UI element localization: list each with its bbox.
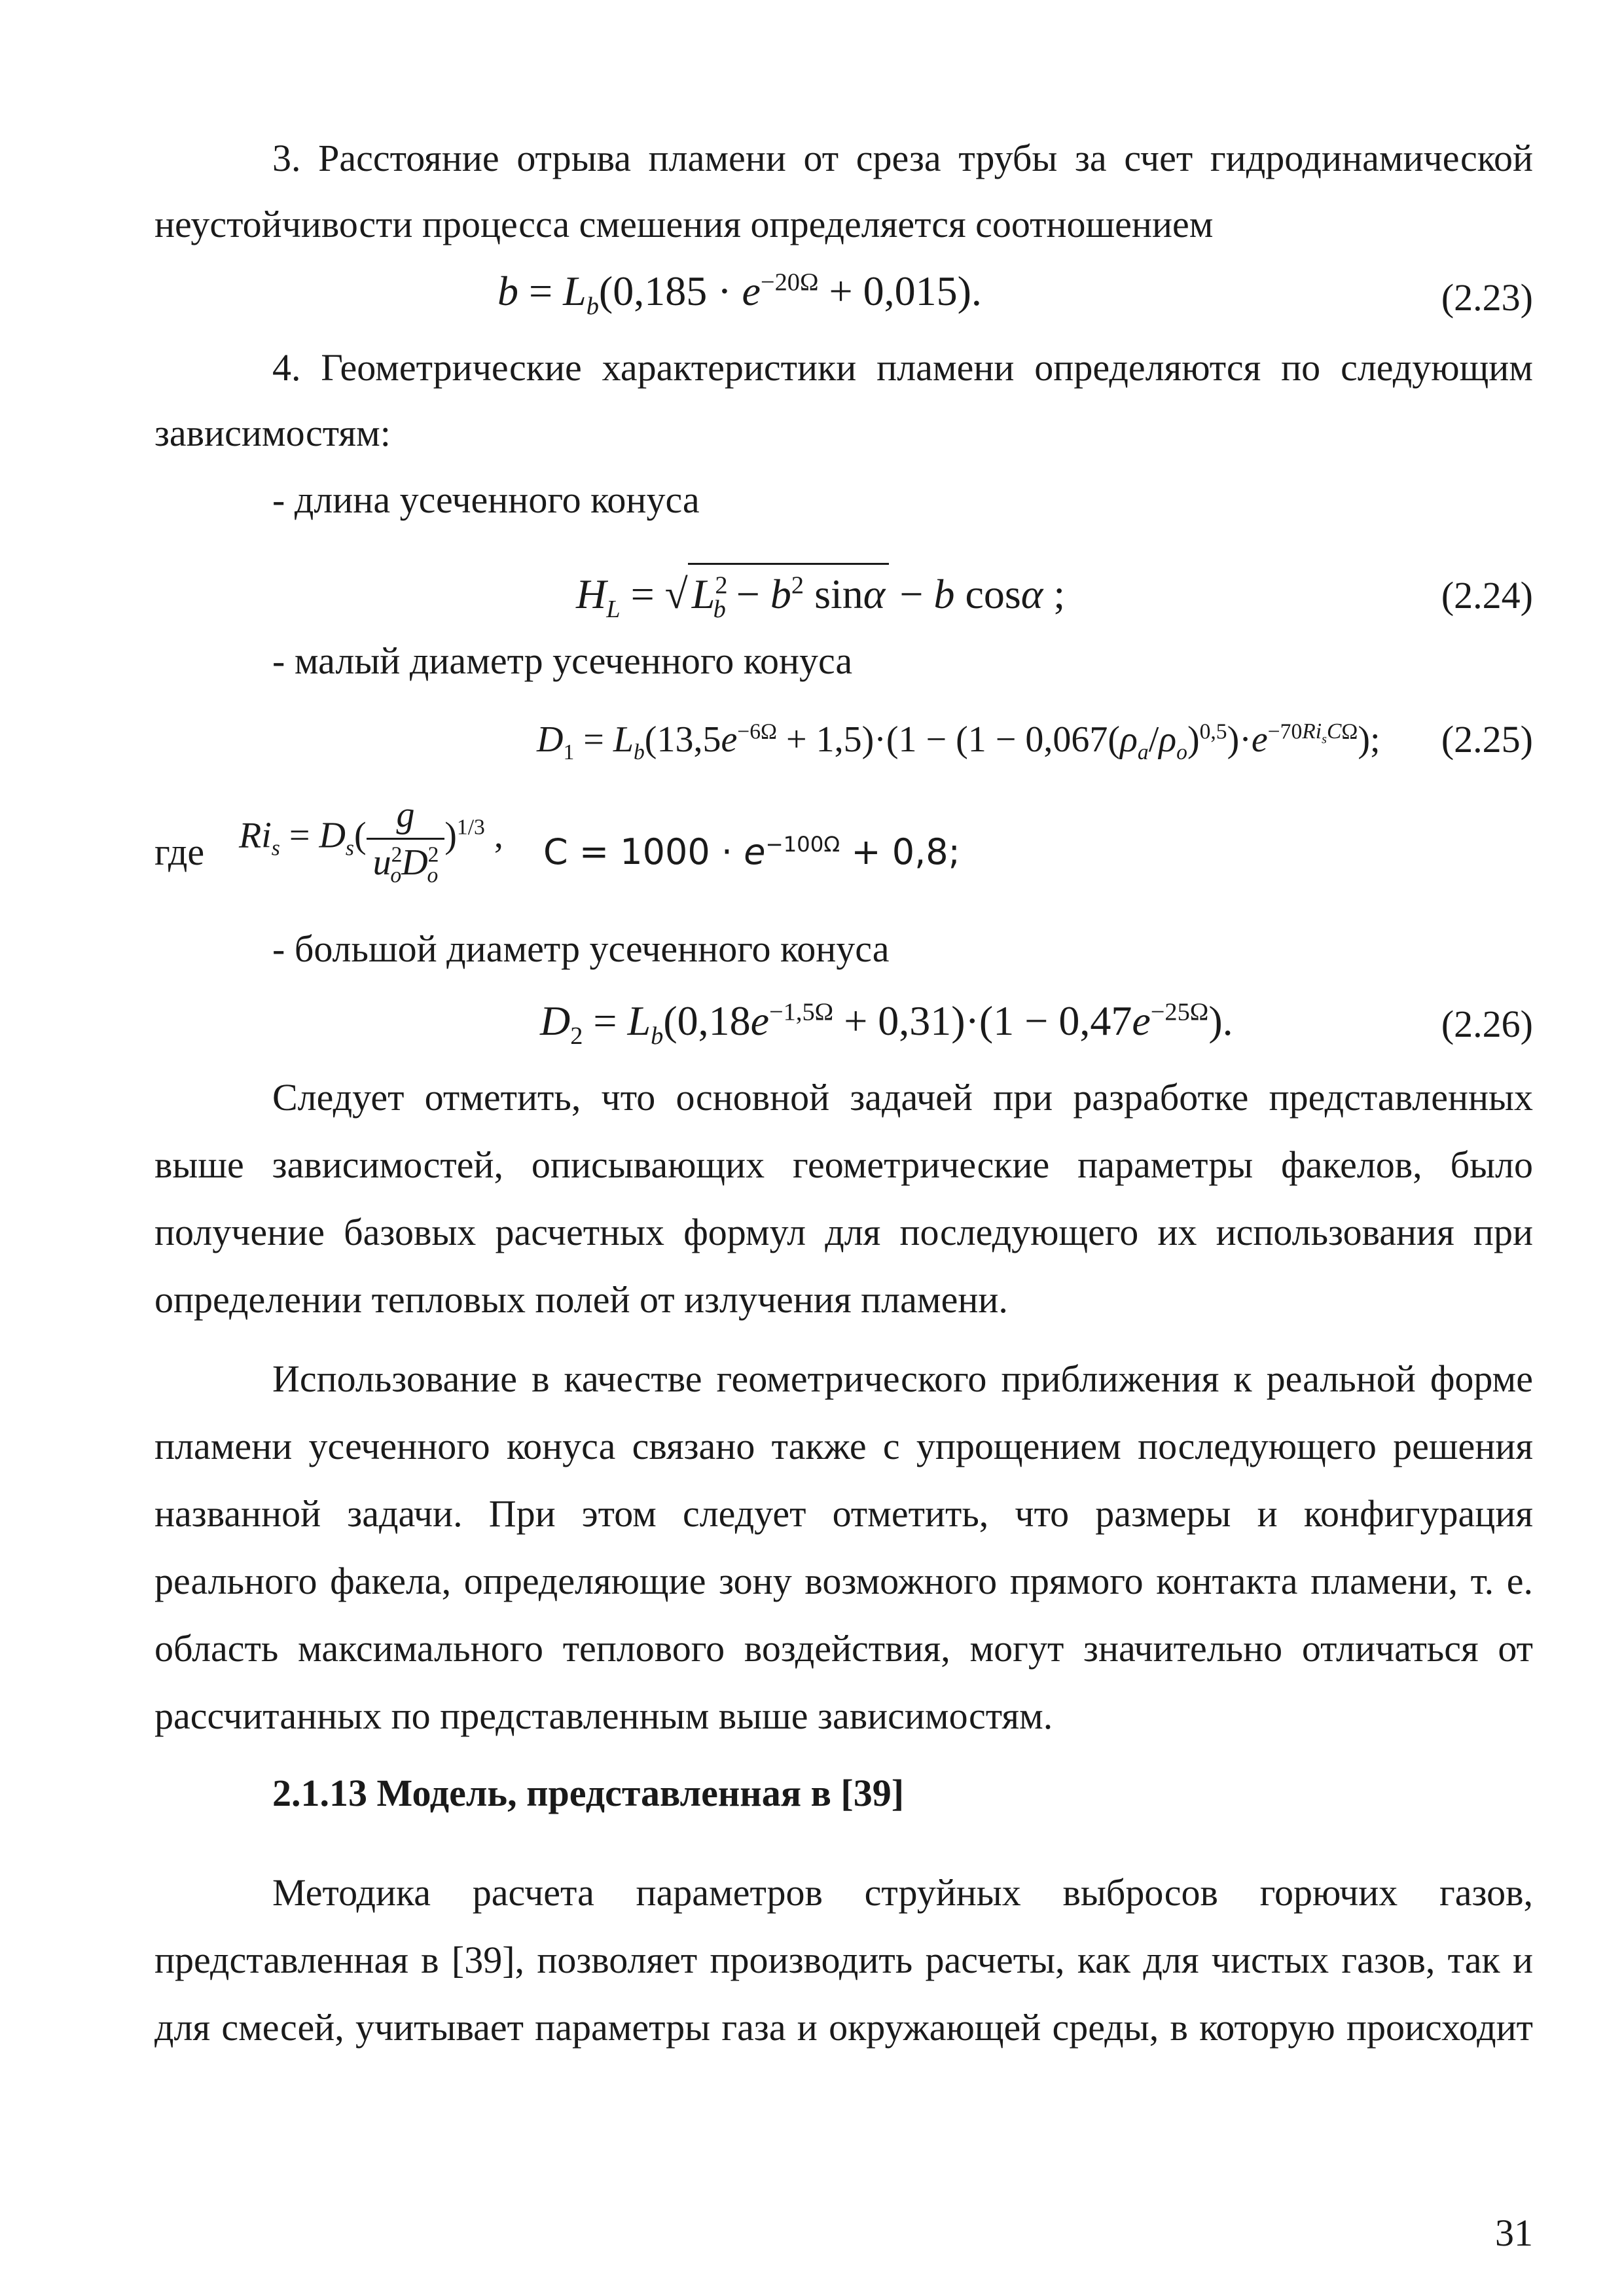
page-number: 31	[1495, 2212, 1533, 2254]
paragraph-2-line-2: зависимостям:	[154, 412, 391, 454]
paragraph-2-line-1: 4. Геометрические характеристики пламени определяются по следующим	[272, 346, 1533, 389]
paragraph-1-line-2: неустойчивости процесса смешения определяется соотношением	[154, 203, 1214, 245]
equation-number-2-23: (2.23)	[1441, 276, 1533, 319]
paragraph-1-line-1: 3. Расстояние отрыва пламени от среза трубы за счет гидродинамической	[272, 137, 1533, 179]
equation-2-26: $D_2 = L_b(0,18e^{-1,5\Omega} + 0,31)\cdot(1 - 0,47e^{-25\Omega})$.	[540, 997, 1233, 1050]
ri-formula: $Ri_s = D_s$( $\frac{g}{u^2_oD^2_o}$ )$^{1/3}$ ,	[239, 792, 503, 886]
paragraph-5: Методика расчета параметров струйных выбросов горючих газов, представленная в [39], позволяет производить расчеты, как для чистых газов, так и для смесей, учитывает параметры газа и окружающей среды, в которую происходит	[154, 1871, 1533, 2049]
section-heading: 2.1.13 Модель, представленная в [39]	[272, 1772, 905, 1814]
equation-2-23: $b = L_b(0,185 \cdot e^{-20\Omega} + 0,015)$.	[497, 268, 982, 320]
paragraph-3: Следует отметить, что основной задачей при разработке представленных выше зависимостей, описывающих геометрические параметры факелов, было получение базовых расчетных формул для последующего их использования при определении тепловых полей от излучения пламени.	[154, 1076, 1533, 1321]
equation-number-2-25: (2.25)	[1441, 718, 1533, 761]
c-formula: $С = 1000 \cdot e^{-100\Omega} + 0,8$;	[543, 831, 960, 872]
equation-2-24: $H_L = √L^2_b - b^2$ sinα − b cosα ;	[576, 563, 1065, 624]
equation-number-2-24: (2.24)	[1441, 574, 1533, 617]
where-prefix: где	[154, 831, 205, 873]
item-large-diameter-label: - большой диаметр усеченного конуса	[272, 927, 890, 970]
equation-2-25: $D_1 = L_b(13,5e^{-6\Omega} + 1,5)\cdot(1 - (1 - 0,067(\rho_a/\rho_o)^{0,5})\cdot e^{-70Ri_sC\Omega})$;	[537, 719, 1380, 765]
paragraph-4: Использование в качестве геометрического приближения к реальной форме пламени усеченного конуса связано также с упрощением последующего решения названной задачи. При этом следует отметить, что размеры и конфигурация реального факела, определяющие зону возможного прямого контакта пламени, т. е. область максимального теплового воздействия, могут значительно отличаться от рассчитанных по представленным выше зависимостям.	[154, 1357, 1533, 1737]
item-length-label: - длина усеченного конуса	[272, 478, 700, 521]
equation-number-2-26: (2.26)	[1441, 1003, 1533, 1045]
item-small-diameter-label: - малый диаметр усеченного конуса	[272, 639, 853, 682]
